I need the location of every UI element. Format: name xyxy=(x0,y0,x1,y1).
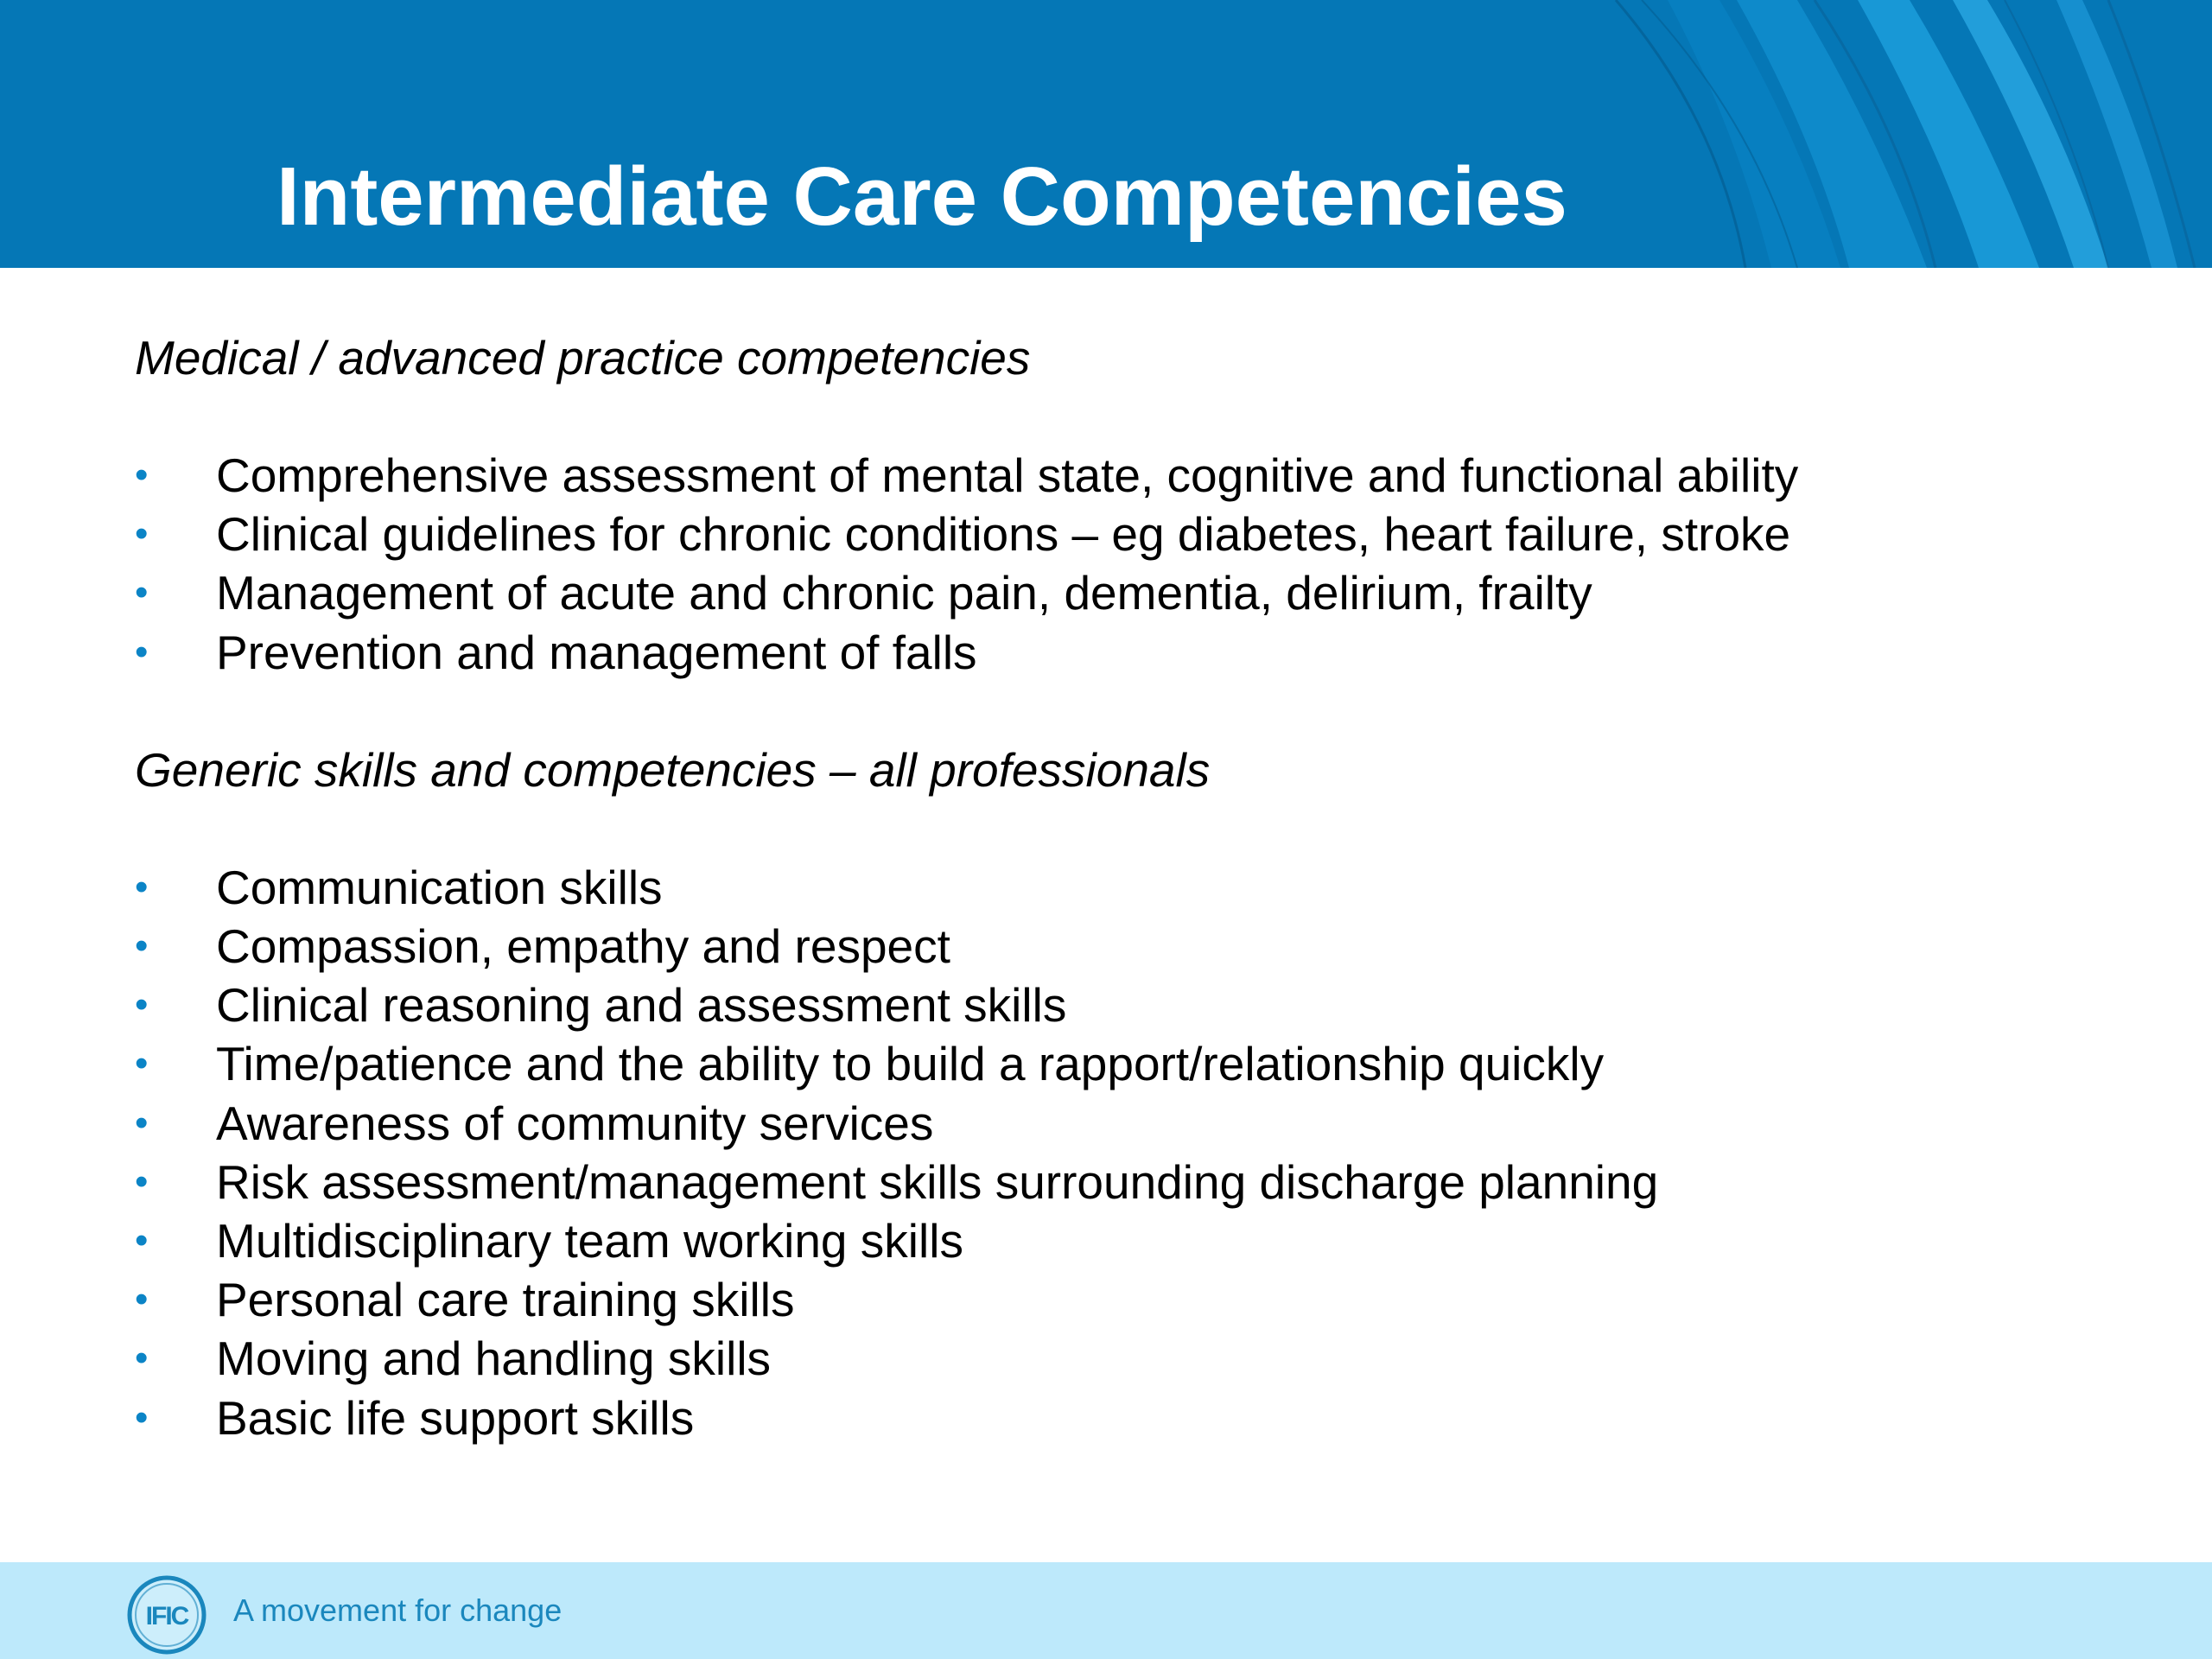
ific-logo-icon xyxy=(126,1574,207,1656)
bullet-dot-icon: • xyxy=(135,1337,149,1380)
bullet-dot-icon: • xyxy=(135,630,149,673)
footer-tagline: A movement for change xyxy=(233,1592,563,1628)
header-band xyxy=(0,0,2212,268)
logo-text: IFIC xyxy=(145,1602,188,1630)
bullet-list-generic xyxy=(135,858,2122,1447)
slide-title: Intermediate Care Competencies xyxy=(276,150,1567,243)
list-item xyxy=(135,917,2122,976)
list-item-text: Risk assessment/management skills surrounding discharge planning xyxy=(216,1154,1659,1209)
list-item-text: Clinical reasoning and assessment skills xyxy=(216,978,1067,1033)
bullet-dot-icon: • xyxy=(135,512,149,556)
list-item-text: Prevention and management of falls xyxy=(216,625,977,679)
list-item xyxy=(135,505,2122,563)
bullet-dot-icon: • xyxy=(135,1278,149,1321)
bullet-dot-icon: • xyxy=(135,925,149,968)
section-heading-generic: Generic skills and competencies – all professionals xyxy=(135,742,1211,797)
list-item xyxy=(135,976,2122,1034)
list-item xyxy=(135,446,2122,505)
bullet-list-medical xyxy=(135,446,2122,682)
list-item xyxy=(135,1329,2122,1388)
list-item xyxy=(135,1034,2122,1093)
list-item xyxy=(135,1389,2122,1447)
list-item-text: Awareness of community services xyxy=(216,1096,934,1150)
list-item xyxy=(135,1094,2122,1153)
slide-content xyxy=(135,328,2122,1506)
list-item xyxy=(135,1270,2122,1329)
list-item-text: Time/patience and the ability to build a rapport/relationship quickly xyxy=(216,1037,1605,1091)
bullet-dot-icon: • xyxy=(135,983,149,1027)
list-item-text: Management of acute and chronic pain, dementia, delirium, frailty xyxy=(216,566,1592,620)
list-item xyxy=(135,563,2122,622)
list-item xyxy=(135,623,2122,682)
section-heading-medical: Medical / advanced practice competencies xyxy=(135,331,1031,385)
bullet-dot-icon: • xyxy=(135,1101,149,1144)
bullet-dot-icon: • xyxy=(135,1160,149,1203)
list-item-text: Communication skills xyxy=(216,860,663,914)
list-item-text: Basic life support skills xyxy=(216,1390,695,1445)
list-item xyxy=(135,1211,2122,1270)
list-item-text: Compassion, empathy and respect xyxy=(216,919,950,974)
list-item xyxy=(135,858,2122,917)
bullet-dot-icon: • xyxy=(135,865,149,908)
list-item-text: Personal care training skills xyxy=(216,1273,795,1327)
list-item-text: Moving and handling skills xyxy=(216,1332,772,1386)
list-item-text: Comprehensive assessment of mental state, cognitive and functional ability xyxy=(216,448,1799,502)
footer-band xyxy=(0,1562,2212,1659)
bullet-dot-icon: • xyxy=(135,1219,149,1262)
bullet-dot-icon: • xyxy=(135,571,149,614)
list-item-text: Multidisciplinary team working skills xyxy=(216,1214,963,1268)
bullet-dot-icon: • xyxy=(135,1042,149,1085)
bullet-dot-icon: • xyxy=(135,454,149,496)
bullet-dot-icon: • xyxy=(135,1395,149,1439)
list-item xyxy=(135,1153,2122,1211)
list-item-text: Clinical guidelines for chronic conditions – eg diabetes, heart failure, stroke xyxy=(216,507,1791,562)
